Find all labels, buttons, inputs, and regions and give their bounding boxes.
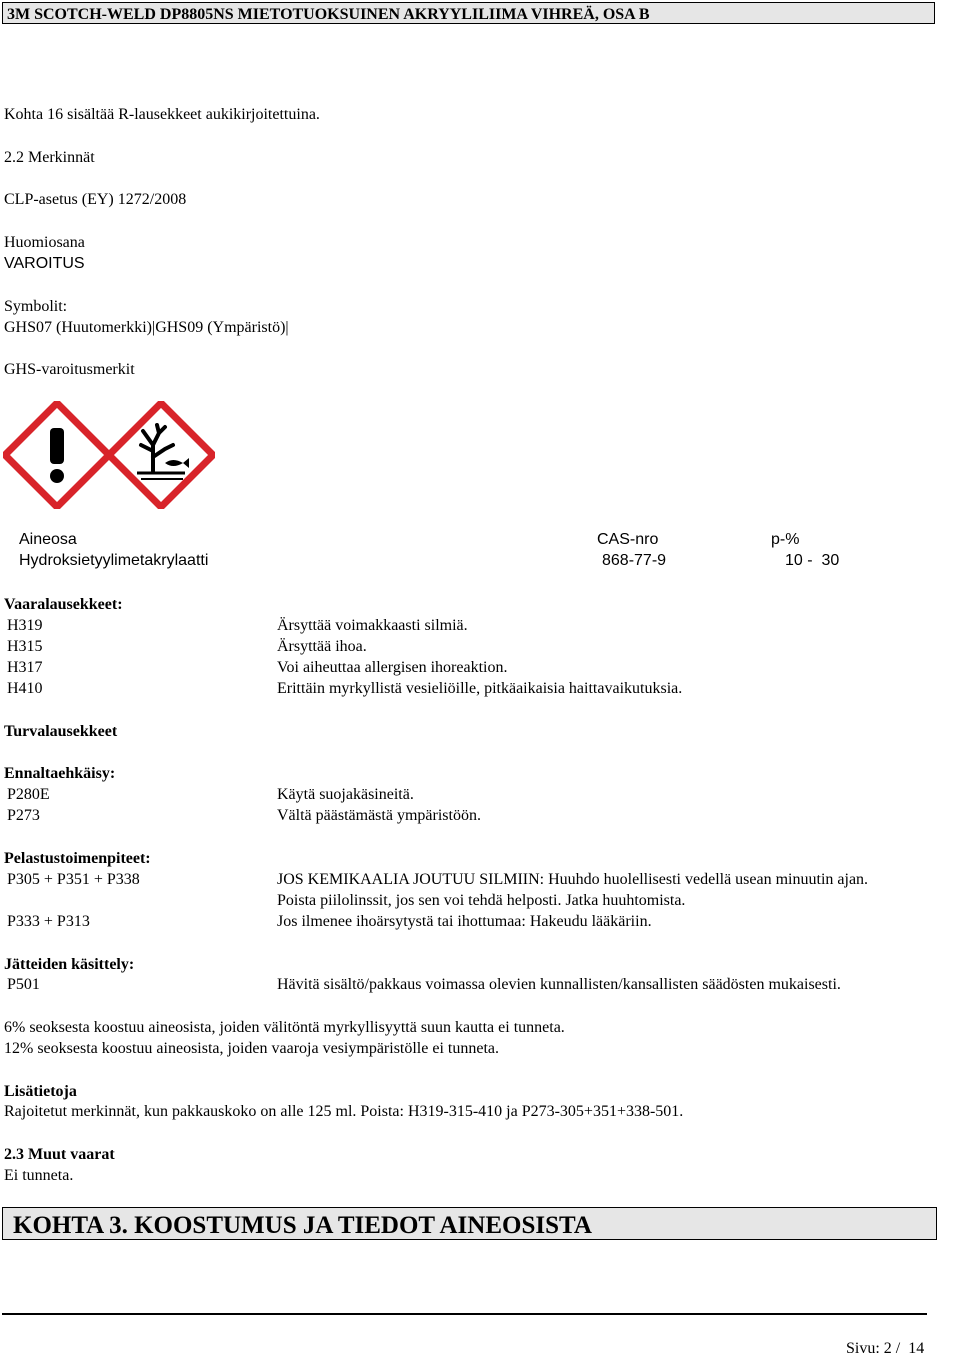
- signal-word: VAROITUS: [4, 255, 85, 272]
- hazard-code: H410: [7, 680, 43, 697]
- exclamation-mark-icon: [3, 401, 111, 509]
- precaution-code: P305 + P351 + P338: [7, 871, 140, 888]
- hazard-text: Voi aiheuttaa allergisen ihoreaktion.: [277, 659, 508, 676]
- footer-divider: [2, 1313, 927, 1315]
- precaution-code: P273: [7, 807, 40, 824]
- hazard-code: H317: [7, 659, 43, 676]
- environment-icon: [107, 401, 215, 509]
- hazard-statements-label: Vaaralausekkeet:: [4, 596, 123, 613]
- r-phrases-note: Kohta 16 sisältää R-lausekkeet aukikirjoitettuina.: [4, 106, 320, 123]
- additional-info-text: Rajoitetut merkinnät, kun pakkauskoko on alle 125 ml. Poista: H319-315-410 ja P273-305+351+338-501.: [4, 1103, 684, 1120]
- precaution-code: P501: [7, 976, 40, 993]
- other-hazards-heading: 2.3 Muut vaarat: [4, 1146, 115, 1163]
- precautionary-heading: Turvalausekkeet: [4, 723, 118, 740]
- prevention-label: Ennaltaehkäisy:: [4, 765, 116, 782]
- page-number: Sivu: 2 / 14: [846, 1340, 925, 1357]
- precaution-code: P280E: [7, 786, 50, 803]
- ingredients-header-cas: CAS-nro: [597, 531, 659, 548]
- additional-info-label: Lisätietoja: [4, 1083, 77, 1100]
- response-label: Pelastustoimenpiteet:: [4, 850, 151, 867]
- precaution-text-continued: Poista piilolinssit, jos sen voi tehdä helposti. Jatka huuhtomista.: [277, 892, 686, 909]
- document-title: 3M SCOTCH-WELD DP8805NS MIETOTUOKSUINEN AKRYYLILIIMA VIHREÄ, OSA B: [7, 6, 650, 23]
- ingredient-cas: 868-77-9: [602, 552, 667, 569]
- precaution-text: Käytä suojakäsineitä.: [277, 786, 414, 803]
- signal-word-label: Huomiosana: [4, 234, 85, 251]
- precaution-code: P333 + P313: [7, 913, 90, 930]
- ingredients-header-percent: p-%: [771, 531, 800, 548]
- symbols-list: GHS07 (Huutomerkki)|GHS09 (Ympäristö)|: [4, 319, 289, 336]
- aquatic-note: 12% seoksesta koostuu aineosista, joiden vaaroja vesiympäristölle ei tunneta.: [4, 1040, 499, 1057]
- other-hazards-text: Ei tunneta.: [4, 1167, 74, 1184]
- ingredient-percent: 10 - 30: [785, 552, 840, 569]
- disposal-label: Jätteiden käsittely:: [4, 956, 135, 973]
- labelling-heading: 2.2 Merkinnät: [4, 149, 95, 166]
- toxicity-note: 6% seoksesta koostuu aineosista, joiden välitöntä myrkyllisyyttä suun kautta ei tunneta.: [4, 1019, 565, 1036]
- section-3-title: KOHTA 3. KOOSTUMUS JA TIEDOT AINEOSISTA: [13, 1212, 592, 1239]
- hazard-text: Ärsyttää voimakkaasti silmiä.: [277, 617, 468, 634]
- symbols-label: Symbolit:: [4, 298, 68, 315]
- ingredient-name: Hydroksietyylimetakrylaatti: [19, 552, 209, 569]
- section-3-header: [2, 1207, 937, 1240]
- hazard-code: H315: [7, 638, 43, 655]
- precaution-text: JOS KEMIKAALIA JOUTUU SILMIIN: Huuhdo huolellisesti vedellä usean minuutin ajan.: [277, 871, 869, 888]
- precaution-text: Vältä päästämästä ympäristöön.: [277, 807, 481, 824]
- ingredients-header-name: Aineosa: [19, 531, 77, 548]
- precaution-text: Jos ilmenee ihoärsytystä tai ihottumaa: Hakeudu lääkäriin.: [277, 913, 652, 930]
- document-header: [2, 2, 935, 24]
- hazard-code: H319: [7, 617, 43, 634]
- hazard-text: Erittäin myrkyllistä vesieliöille, pitkäaikaisia haittavaikutuksia.: [277, 680, 683, 697]
- precaution-text: Hävitä sisältö/pakkaus voimassa olevien kunnallisten/kansallisten säädösten mukaisesti.: [277, 976, 841, 993]
- regulation-text: CLP-asetus (EY) 1272/2008: [4, 191, 187, 208]
- hazard-text: Ärsyttää ihoa.: [277, 638, 367, 655]
- pictograms-label: GHS-varoitusmerkit: [4, 361, 135, 378]
